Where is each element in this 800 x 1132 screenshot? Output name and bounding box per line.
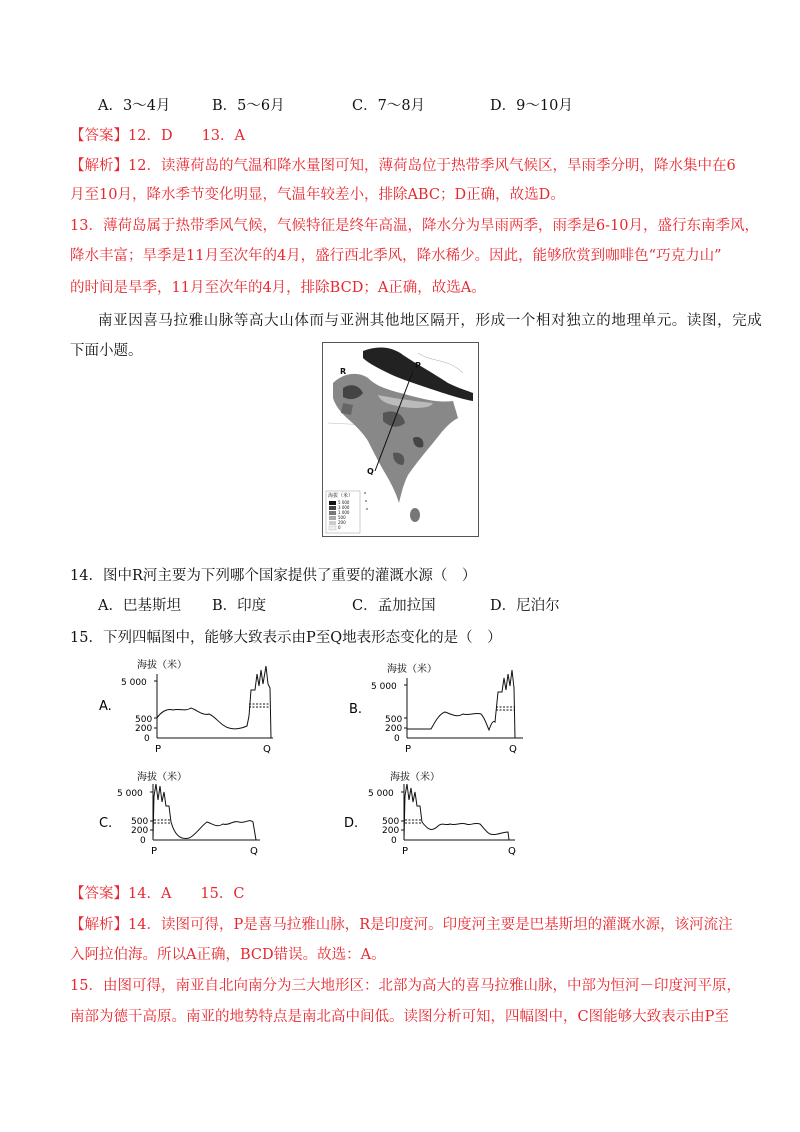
analysis-line: 13．薄荷岛属于热带季风气候，气候特征是终年高温，降水分为旱雨两季，雨季是6-10月，盛行东南季风， xyxy=(70,218,760,234)
profile-x-start: P xyxy=(405,744,412,755)
map-legend-value: 0 xyxy=(338,525,341,530)
profile-ytick: 0 xyxy=(140,836,146,846)
profile-x-end: Q xyxy=(263,744,271,755)
profile-ytick: 0 xyxy=(394,734,400,744)
analysis-line: 月至10月，降水季节变化明显，气温年较差小，排除ABC；D正确，故选D。 xyxy=(70,187,565,203)
profile-ylabel: 海拔（米） xyxy=(387,664,437,675)
map-label-q: Q xyxy=(367,467,374,476)
south-asia-map xyxy=(322,342,479,537)
profile-ytick: 200 xyxy=(131,826,149,836)
analysis-line: 【解析】14．读图可得，P是喜马拉雅山脉，R是印度河。印度河主要是巴基斯坦的灌溉水源，该河流注 xyxy=(70,917,733,933)
profile-ytick: 200 xyxy=(135,724,153,734)
profile-option-letter: A. xyxy=(99,699,112,714)
question-14-stem: 14．图中R河主要为下列哪个国家提供了重要的灌溉水源（ ） xyxy=(70,568,477,584)
analysis-line: 的时间是旱季，11月至次年的4月，排除BCD；A正确，故选A。 xyxy=(70,280,486,296)
answer-14-15: 【答案】14．A 15．C xyxy=(70,886,245,902)
profile-ylabel: 海拔（米） xyxy=(137,772,187,783)
profile-ytick: 5 000 xyxy=(117,789,143,799)
map-legend-title: 海拔（米） xyxy=(328,493,354,499)
map-legend-value: 5 000 xyxy=(338,500,350,505)
profile-ylabel: 海拔（米） xyxy=(390,772,440,783)
map-legend-value: 3 000 xyxy=(338,505,350,510)
profile-chart-c xyxy=(95,766,295,870)
q14-option-d: D．尼泊尔 xyxy=(490,598,560,614)
q14-option-a: A．巴基斯坦 xyxy=(98,598,181,614)
analysis-line: 【解析】12．读薄荷岛的气温和降水量图可知，薄荷岛位于热带季风气候区，旱雨季分明，降水集中在6 xyxy=(70,158,736,174)
map-legend-value: 200 xyxy=(338,520,346,525)
profile-ytick: 0 xyxy=(144,734,150,744)
profile-ytick: 500 xyxy=(385,715,403,725)
profile-option-letter: C. xyxy=(99,816,113,831)
map-label-r: R xyxy=(340,367,347,376)
option-b: B．5～6月 xyxy=(212,98,285,114)
profile-x-end: Q xyxy=(508,846,516,857)
profile-option-letter: D. xyxy=(344,816,359,831)
profile-ytick: 5 000 xyxy=(371,682,397,692)
q14-option-b: B．印度 xyxy=(212,598,267,614)
profile-ytick: 0 xyxy=(391,836,397,846)
profile-ytick: 500 xyxy=(135,715,153,725)
map-label-p: P xyxy=(415,361,421,370)
analysis-line: 入阿拉伯海。所以A正确，BCD错误。故选：A。 xyxy=(70,947,386,963)
intro-line: 南亚因喜马拉雅山脉等高大山体而与亚洲其他地区隔开，形成一个相对独立的地理单元。读图，完成 xyxy=(98,313,763,329)
profile-ytick: 200 xyxy=(385,724,403,734)
profile-ytick: 5 000 xyxy=(368,789,394,799)
profile-chart-b xyxy=(345,656,545,760)
profile-ytick: 500 xyxy=(382,817,400,827)
analysis-line: 降水丰富；旱季是11月至次年的4月，盛行西北季风，降水稀少。因此，能够欣赏到咖啡色“巧克力山” xyxy=(70,248,722,264)
profile-ytick: 200 xyxy=(382,826,400,836)
profile-ytick: 500 xyxy=(131,817,149,827)
option-c: C．7～8月 xyxy=(352,98,426,114)
option-a: A．3～4月 xyxy=(98,98,171,114)
profile-chart-d xyxy=(340,766,540,870)
intro-line: 下面小题。 xyxy=(70,343,143,359)
profile-ylabel: 海拔（米） xyxy=(137,660,187,671)
analysis-line: 南部为德干高原。南亚的地势特点是南北高中间低。读图分析可知，四幅图中，C图能够大致表示由P至 xyxy=(70,1009,729,1025)
profile-x-end: Q xyxy=(250,846,258,857)
profile-x-start: P xyxy=(402,846,409,857)
analysis-line: 15．由图可得，南亚自北向南分为三大地形区：北部为高大的喜马拉雅山脉，中部为恒河－印度河平原， xyxy=(70,978,741,994)
profile-x-start: P xyxy=(155,744,162,755)
profile-chart-a xyxy=(95,656,295,760)
map-legend-value: 1 000 xyxy=(338,510,350,515)
profile-ytick: 5 000 xyxy=(121,678,147,688)
q14-option-c: C．孟加拉国 xyxy=(352,598,436,614)
profile-x-start: P xyxy=(151,846,158,857)
answer-12-13: 【答案】12．D 13．A xyxy=(70,128,245,144)
question-15-stem: 15．下列四幅图中，能够大致表示由P至Q地表形态变化的是（ ） xyxy=(70,630,502,646)
map-legend-value: 500 xyxy=(338,515,346,520)
profile-x-end: Q xyxy=(509,744,517,755)
option-d: D．9～10月 xyxy=(490,98,573,114)
profile-option-letter: B. xyxy=(349,702,363,717)
